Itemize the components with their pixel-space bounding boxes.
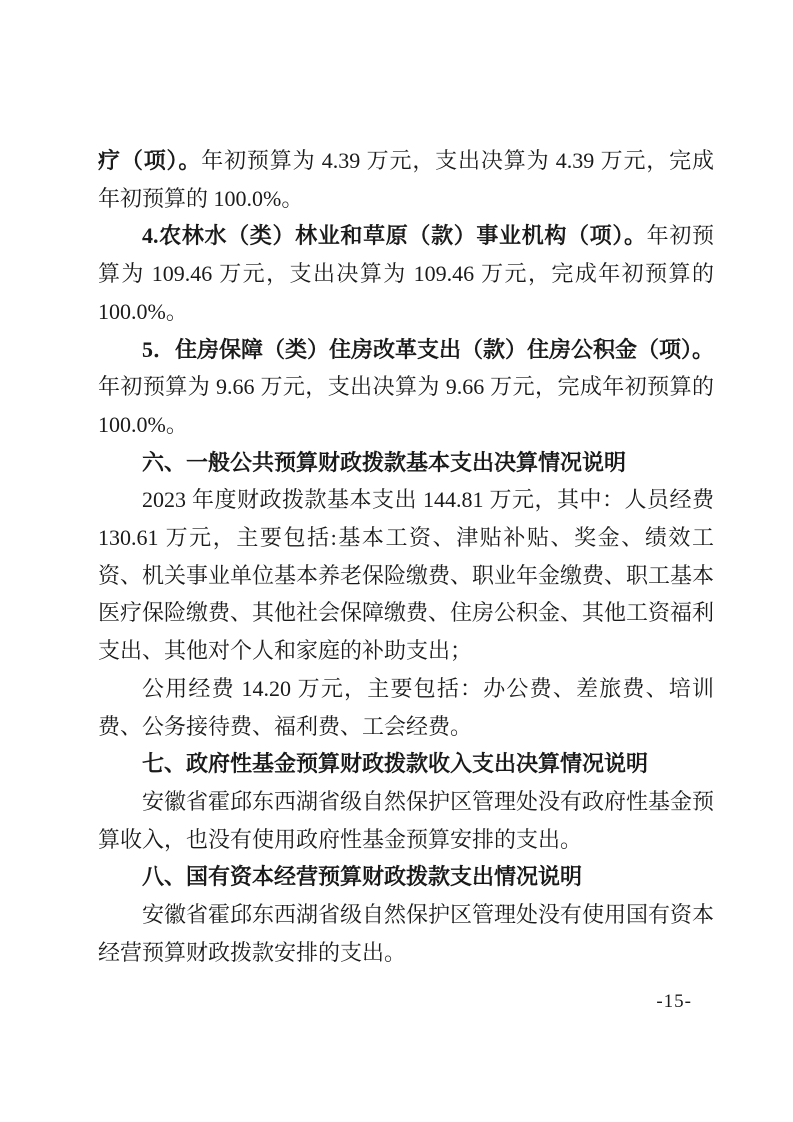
expenditure-item-6-text: 年初预算为 9.66 万元，支出决算为 9.66 万元，完成年初预算的 100.0%。 <box>98 374 714 437</box>
para-state-capital-statement <box>98 896 714 971</box>
para-basic-expenditure-personnel <box>98 481 714 670</box>
document-body <box>98 142 714 971</box>
para-gov-fund-statement <box>98 783 714 858</box>
gov-fund-statement-text: 安徽省霍邱东西湖省级自然保护区管理处没有政府性基金预算收入，也没有使用政府性基金预算安排的支出。 <box>98 788 715 852</box>
para-item-4-forestry <box>98 217 714 330</box>
heading-section-6-basic-expenditure: 六、一般公共预算财政拨款基本支出决算情况说明 <box>142 449 627 475</box>
expenditure-item-5-text: 年初预算为 109.46 万元，支出决算为 109.46 万元，完成年初预算的 100.0%。 <box>98 223 714 324</box>
heading-section-7-gov-fund: 七、政府性基金预算财政拨款收入支出决算情况说明 <box>142 751 649 777</box>
expenditure-item-4-label-continuation: 疗（项）。 <box>98 148 202 173</box>
state-capital-statement-text: 安徽省霍邱东西湖省级自然保护区管理处没有使用国有资本经营预算财政拨款安排的支出。 <box>98 902 715 965</box>
page-number: -15- <box>656 991 692 1012</box>
expenditure-item-4-text: 年初预算为 4.39 万元，支出决算为 4.39 万元，完成年初预算的 100.0%。 <box>98 148 714 211</box>
para-public-funds <box>98 670 714 745</box>
public-funds-text: 公用经费 14.20 万元，主要包括：办公费、差旅费、培训费、公务接待费、福利费、工会经费。 <box>98 675 714 739</box>
heading-section-8-state-capital: 八、国有资本经营预算财政拨款支出情况说明 <box>142 864 583 890</box>
expenditure-item-5-label: 4.农林水（类）林业和草原（款）事业机构（项）。 <box>142 223 647 249</box>
para-item-5-housing <box>98 331 714 444</box>
basic-expenditure-personnel-text: 2023 年度财政拨款基本支出 144.81 万元，其中：人员经费 130.61 万元，主要包括:基本工资、津贴补贴、奖金、绩效工资、机关事业单位基本养老保险缴费、职业年金缴费、职工基本医疗保险缴费、其他社会保障缴费、住房公积金、其他工资福利支出、其他对个人和家庭的补助支出； <box>98 487 715 664</box>
para-medical-item-continuation <box>98 142 714 217</box>
expenditure-item-6-label: 5．住房保障（类）住房改革支出（款）住房公积金（项）。 <box>142 336 715 362</box>
